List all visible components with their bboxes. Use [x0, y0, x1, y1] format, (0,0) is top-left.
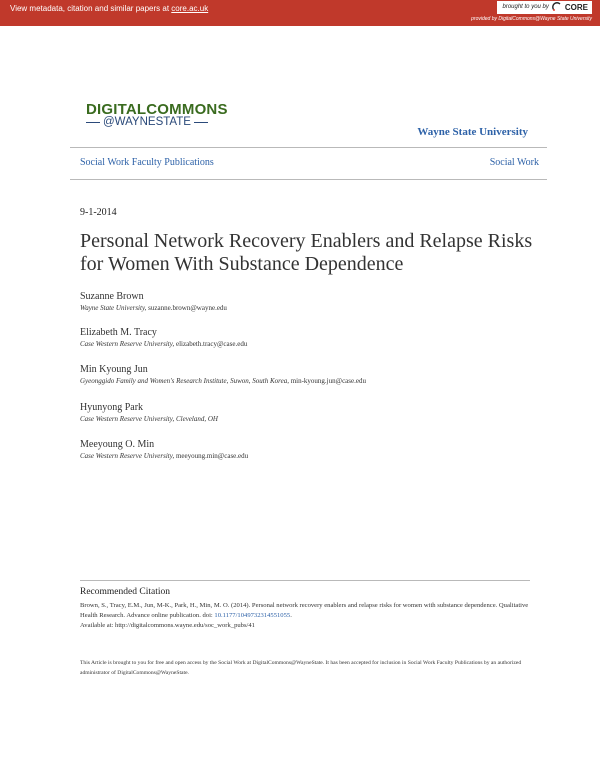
author-entry: [80, 402, 218, 423]
author-affiliation: Gyeonggido Family and Women's Research Institute, Suwon, South Korea, min-kyoung.jun@case.edu: [80, 377, 366, 385]
author-entry: [80, 439, 248, 460]
provided-by-text: provided by DigitalCommons@Wayne State University: [471, 16, 592, 22]
author-email[interactable]: elizabeth.tracy@case.edu: [175, 340, 248, 348]
author-email[interactable]: suzanne.brown@wayne.edu: [148, 304, 227, 312]
author-email[interactable]: meeyoung.min@case.edu: [175, 452, 249, 460]
author-name: Elizabeth M. Tracy: [80, 327, 157, 338]
core-name: CORE: [564, 2, 588, 12]
series-link[interactable]: Social Work Faculty Publications: [80, 157, 214, 168]
core-banner-label: View metadata, citation and similar papers at: [10, 4, 172, 13]
header-divider-top: [70, 147, 547, 148]
logo-line1: DIGITALCOMMONS: [86, 101, 228, 118]
publication-date: 9-1-2014: [80, 207, 117, 218]
core-link[interactable]: core.ac.uk: [171, 4, 209, 13]
author-affiliation: Case Western Reserve University, meeyoung.min@case.edu: [80, 452, 249, 460]
affiliation-text: Case Western Reserve University: [80, 452, 173, 460]
core-logo-icon: [552, 2, 562, 12]
author-entry: [80, 291, 227, 312]
recommended-citation-body: Brown, S., Tracy, E.M., Jun, M-K., Park, H., Min, M. O. (2014). Personal network recovery enablers and relapse risks for women with substance dependence. Qualitative Health Research. Advance online publication. doi: 10.1177/1049732314551055. Available at: http://digitalcommons.wayne.edu/soc_work_pubs/41: [80, 602, 529, 629]
core-banner: [0, 0, 600, 26]
author-affiliation: Wayne State University, suzanne.brown@wayne.edu: [80, 304, 227, 312]
affiliation-text: Case Western Reserve University, Cleveland, OH: [80, 415, 218, 423]
author-name: Min Kyoung Jun: [80, 364, 148, 375]
brought-by-text: brought to you by: [502, 4, 549, 10]
header-divider-bottom: [70, 179, 547, 180]
author-name: Suzanne Brown: [80, 291, 144, 302]
university-link[interactable]: Wayne State University: [417, 126, 528, 138]
logo-dash-left: [86, 122, 100, 123]
author-entry: [80, 364, 366, 385]
article-title: Personal Network Recovery Enablers and Relapse Risks for Women With Substance Dependence: [80, 230, 533, 275]
citation-text: Brown, S., Tracy, E.M., Jun, M-K., Park, H., Min, M. O. (2014). Personal network recovery enablers and relapse risks for women with substance dependence. Qualitative Health Research. Advance online publication. doi:: [80, 602, 529, 619]
logo-dash-right: [194, 122, 208, 123]
core-banner-text: [10, 4, 208, 13]
recommended-citation-heading: Recommended Citation: [80, 587, 170, 597]
author-email[interactable]: min-kyoung.jun@case.edu: [290, 377, 366, 385]
digitalcommons-logo[interactable]: [86, 101, 228, 128]
author-name: Hyunyong Park: [80, 402, 144, 413]
affiliation-text: Case Western Reserve University: [80, 340, 173, 348]
available-at: Available at: http://digitalcommons.wayne.edu/soc_work_pubs/41: [80, 622, 255, 629]
citation-divider: [80, 580, 530, 581]
core-badge[interactable]: [497, 1, 593, 14]
author-affiliation: Case Western Reserve University, elizabeth.tracy@case.edu: [80, 340, 248, 348]
doi-link[interactable]: 10.1177/1049732314551055: [214, 612, 291, 619]
author-name: Meeyoung O. Min: [80, 439, 155, 450]
access-notice: This Article is brought to you for free and open access by the Social Work at DigitalCommons@WayneState. It has been accepted for inclusion in Social Work Faculty Publications by an authorized administrator of DigitalCommons@WayneState.: [80, 660, 522, 676]
logo-line2: @WAYNESTATE: [103, 116, 191, 128]
affiliation-text: Wayne State University: [80, 304, 145, 312]
author-entry: [80, 327, 247, 348]
author-affiliation: [80, 415, 218, 423]
department-link[interactable]: Social Work: [489, 157, 539, 168]
affiliation-text: Gyeonggido Family and Women's Research Institute, Suwon, South Korea: [80, 377, 288, 385]
